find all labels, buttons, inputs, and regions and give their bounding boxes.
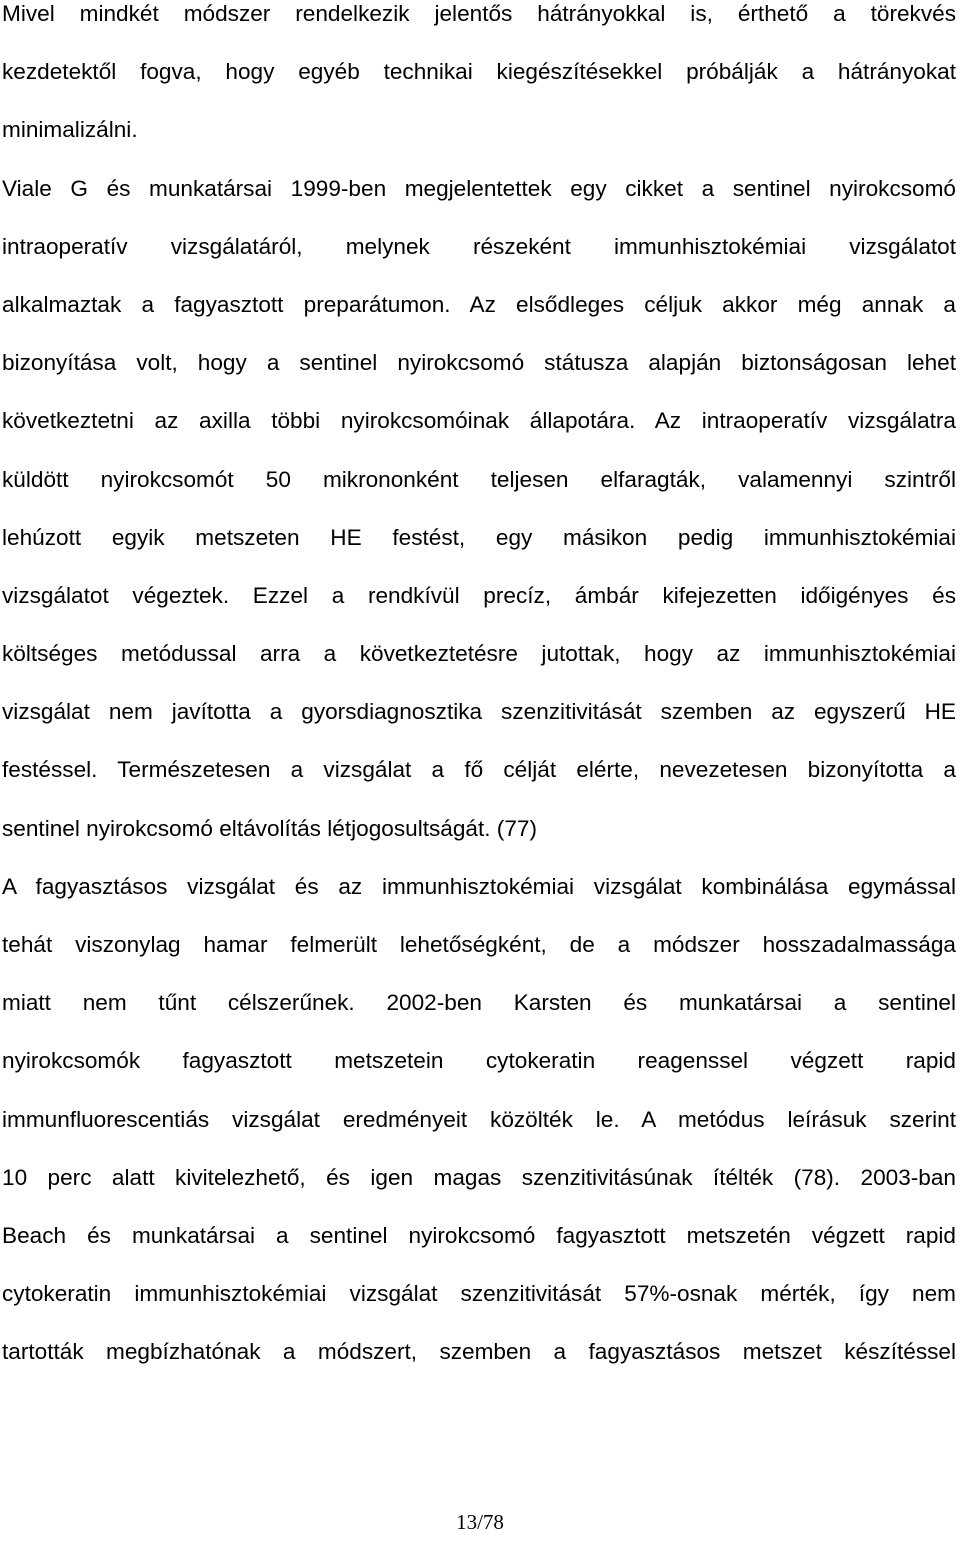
page-number: 13/78 xyxy=(456,1510,504,1534)
text-line: nyirokcsomók fagyasztott metszetein cytokeratin reagenssel végzett rapid xyxy=(2,1048,956,1074)
text-line: küldött nyirokcsomót 50 mikrononként teljesen elfaragták, valamennyi szintről xyxy=(2,466,956,492)
text-line: 10 perc alatt kivitelezhető, és igen magas szenzitivitásúnak ítélték (78). 2003-ban xyxy=(2,1164,956,1190)
text-line: festéssel. Természetesen a vizsgálat a fő célját elérte, nevezetesen bizonyította a xyxy=(2,757,956,783)
text-line: Beach és munkatársai a sentinel nyirokcsomó fagyasztott metszetén végzett rapid xyxy=(2,1222,956,1248)
text-line: miatt nem tűnt célszerűnek. 2002-ben Karsten és munkatársai a sentinel xyxy=(2,990,956,1016)
text-line: vizsgálatot végeztek. Ezzel a rendkívül precíz, ámbár kifejezetten időigényes és xyxy=(2,582,956,608)
text-line: intraoperatív vizsgálatáról, melynek részeként immunhisztokémiai vizsgálatot xyxy=(2,233,956,259)
text-line: A fagyasztásos vizsgálat és az immunhisztokémiai vizsgálat kombinálása egymással xyxy=(2,873,956,899)
text-line: immunfluorescentiás vizsgálat eredményeit közölték le. A metódus leírásuk szerint xyxy=(2,1106,956,1132)
text-line: tartották megbízhatónak a módszert, szemben a fagyasztásos metszet készítéssel xyxy=(2,1339,956,1365)
text-line: sentinel nyirokcsomó eltávolítás létjogosultságát. (77) xyxy=(2,815,537,841)
text-line: tehát viszonylag hamar felmerült lehetőségként, de a módszer hosszadalmassága xyxy=(2,932,956,957)
text-line: minimalizálni. xyxy=(2,117,138,143)
text-line: Viale G és munkatársai 1999-ben megjelentettek egy cikket a sentinel nyirokcsomó xyxy=(2,175,956,201)
text-line: Mivel mindkét módszer rendelkezik jelentős hátrányokkal is, érthető a törekvés xyxy=(2,1,956,26)
text-line: alkalmaztak a fagyasztott preparátumon. Az elsődleges céljuk akkor még annak a xyxy=(2,291,956,317)
text-line: következtetni az axilla többi nyirokcsomóinak állapotára. Az intraoperatív vizsgálatra xyxy=(2,408,956,434)
text-line: bizonyítása volt, hogy a sentinel nyirokcsomó státusza alapján biztonságosan lehet xyxy=(2,350,956,376)
text-line: lehúzott egyik metszeten HE festést, egy másikon pedig immunhisztokémiai xyxy=(2,524,956,550)
text-line: kezdetektől fogva, hogy egyéb technikai kiegészítésekkel próbálják a hátrányokat xyxy=(2,59,956,85)
body-text xyxy=(2,0,956,1397)
text-line: cytokeratin immunhisztokémiai vizsgálat szenzitivitását 57%-osnak mérték, így nem xyxy=(2,1281,956,1307)
text-line: vizsgálat nem javította a gyorsdiagnosztika szenzitivitását szemben az egyszerű HE xyxy=(2,699,956,725)
text-line: költséges metódussal arra a következtetésre jutottak, hogy az immunhisztokémiai xyxy=(2,641,956,667)
